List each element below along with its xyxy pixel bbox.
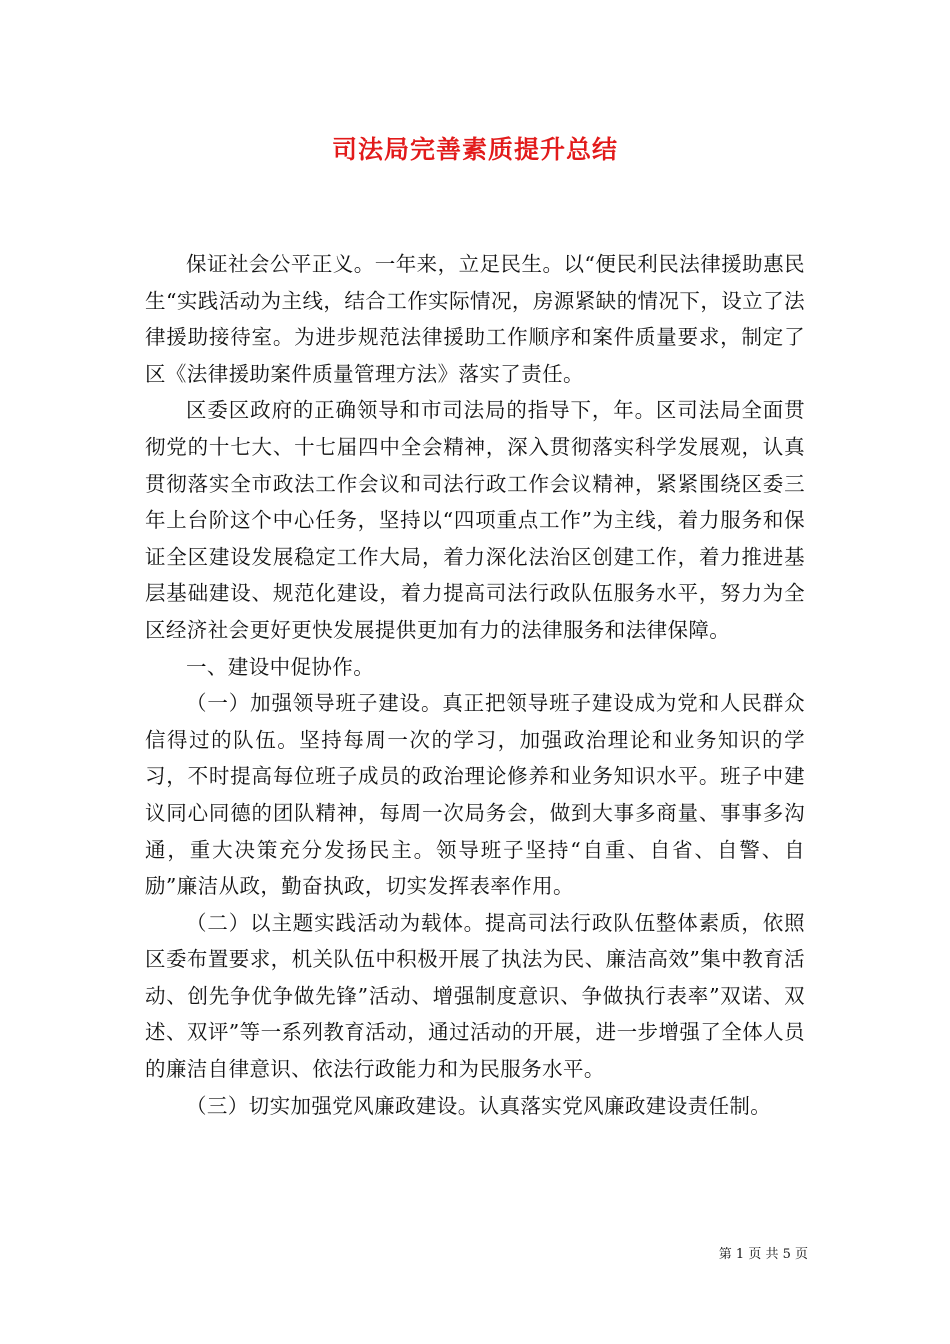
- document-body: [145, 246, 805, 1124]
- section-heading-1: 一、建设中促协作。: [186, 654, 375, 679]
- paragraph-4: （二）以主题实践活动为载体。提高司法行政队伍整体素质，依照区委布置要求，机关队伍中积极开展了执法为民、廉洁高效”集中教育活动、创先争优争做先锋”活动、增强制度意识、争做执行表率”双诺、双述、双评”等一系列教育活动，通过活动的开展，进一步增强了全体人员的廉洁自律意识、依法行政能力和为民服务水平。: [145, 910, 805, 1082]
- page-number-footer: 第 1 页 共 5 页: [718, 1247, 808, 1262]
- paragraph-1: 保证社会公平正义。一年来，立足民生。以“便民利民法律援助惠民生“实践活动为主线，结合工作实际情况，房源紧缺的情况下，设立了法律援助接待室。为进步规范法律援助工作顺序和案件质量要求，制定了区《法律援助案件质量管理方法》落实了责任。: [145, 252, 805, 386]
- paragraph-2: 区委区政府的正确领导和市司法局的指导下，年。区司法局全面贯彻党的十七大、十七届四中全会精神，深入贯彻落实科学发展观，认真贯彻落实全市政法工作会议和司法行政工作会议精神，紧紧围绕区委三年上台阶这个中心任务，坚持以“四项重点工作”为主线，着力服务和保证全区建设发展稳定工作大局，着力深化法治区创建工作，着力推进基层基础建设、规范化建设，着力提高司法行政队伍服务水平，努力为全区经济社会更好更快发展提供更加有力的法律服务和法律保障。: [145, 398, 805, 642]
- document-title: 司法局完善素质提升总结: [331, 135, 618, 164]
- paragraph-3: （一）加强领导班子建设。真正把领导班子建设成为党和人民群众信得过的队伍。坚持每周一次的学习，加强政治理论和业务知识的学习，不时提高每位班子成员的政治理论修养和业务知识水平。班子中建议同心同德的团队精神，每周一次局务会，做到大事多商量、事事多沟通，重大决策充分发扬民主。领导班子坚持“自重、自省、自警、自励”廉洁从政，勤奋执政，切实发挥表率作用。: [145, 691, 805, 899]
- paragraph-5: （三）切实加强党风廉政建设。认真落实党风廉政建设责任制。: [186, 1093, 772, 1118]
